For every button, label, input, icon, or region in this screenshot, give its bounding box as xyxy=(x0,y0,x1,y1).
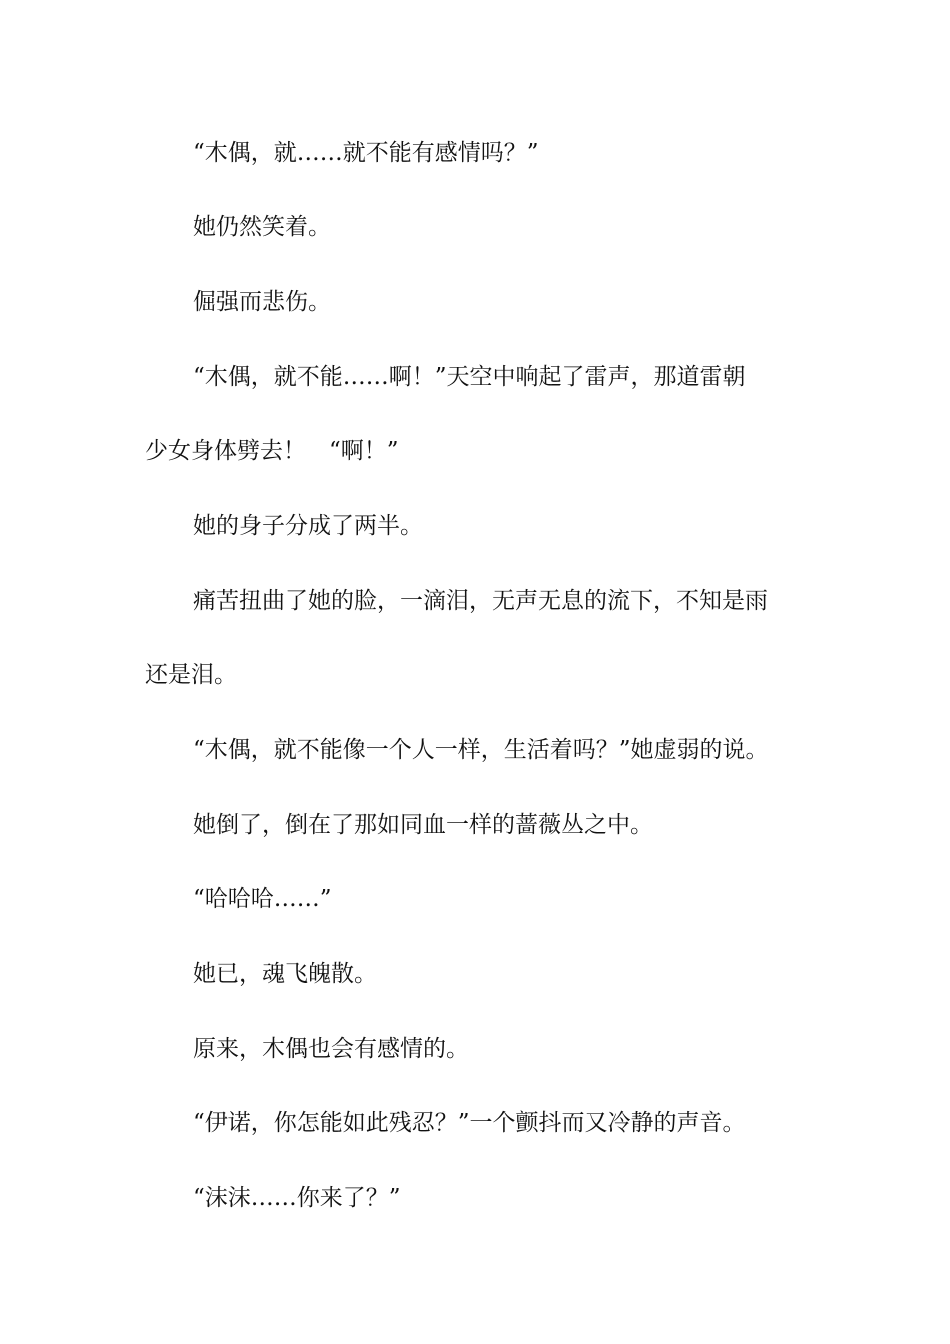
text-line: 她的身子分成了两半。 xyxy=(193,513,423,539)
text-line: 痛苦扭曲了她的脸，一滴泪，无声无息的流下，不知是雨 xyxy=(193,588,768,614)
text-line: 还是泪。 xyxy=(145,662,237,688)
text-line: “木偶，就不能像一个人一样，生活着吗？”她虚弱的说。 xyxy=(193,737,769,763)
text-line: 她已，魂飞魄散。 xyxy=(193,961,377,987)
text-line: 她倒了，倒在了那如同血一样的蔷薇丛之中。 xyxy=(193,812,653,838)
text-line: “哈哈哈……” xyxy=(193,886,332,912)
text-line: 她仍然笑着。 xyxy=(193,214,331,240)
text-line: “木偶，就不能……啊！”天空中响起了雷声，那道雷朝 xyxy=(193,364,746,390)
text-line: “沫沫……你来了？” xyxy=(193,1185,401,1211)
text-line: 原来，木偶也会有感情的。 xyxy=(193,1036,469,1062)
text-line: “木偶，就……就不能有感情吗？” xyxy=(193,140,539,166)
text-line: 倔强而悲伤。 xyxy=(193,289,331,315)
text-line: 少女身体劈去！ “啊！” xyxy=(145,438,399,464)
text-line: “伊诺，你怎能如此残忍？”一个颤抖而又冷静的声音。 xyxy=(193,1110,746,1136)
